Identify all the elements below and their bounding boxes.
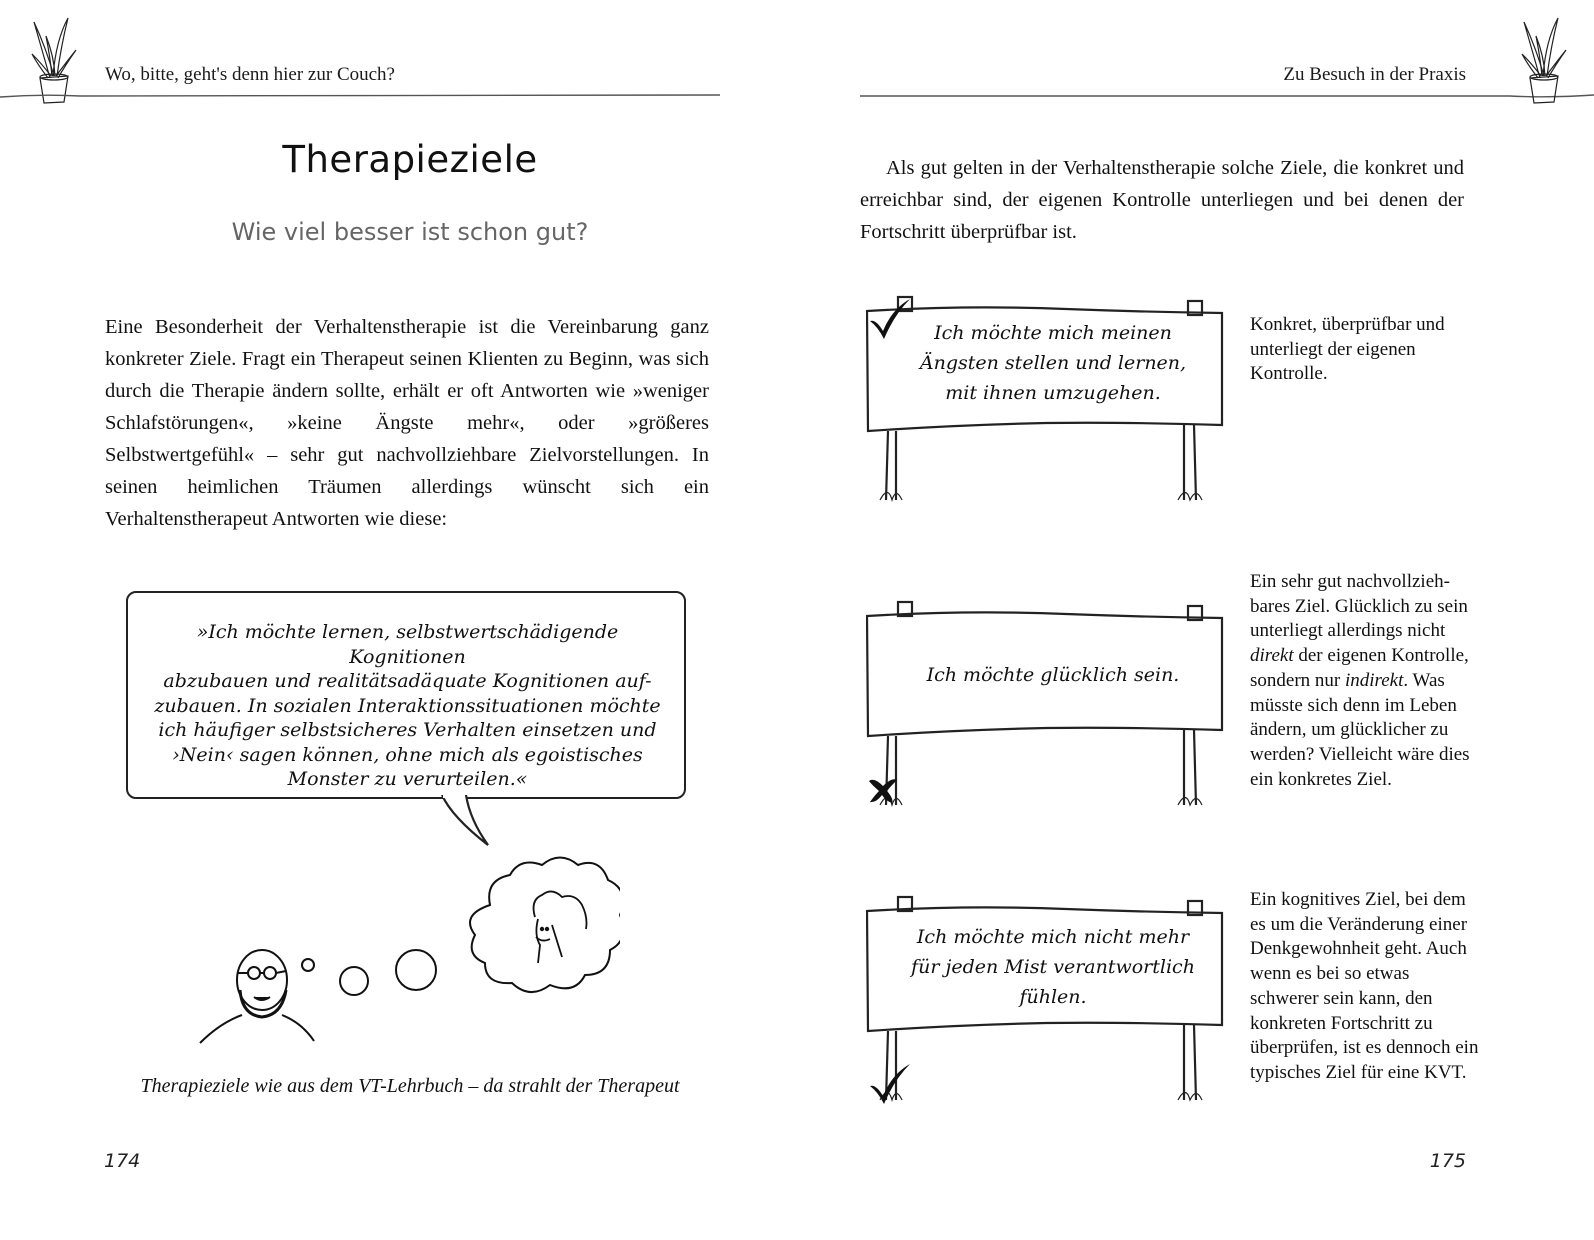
sign-line: Ich möchte mich nicht mehr xyxy=(916,926,1190,948)
left-page xyxy=(0,0,740,1240)
speech-bubble-text xyxy=(140,620,675,792)
goal-sign xyxy=(866,895,1226,1110)
note-emphasis: direkt xyxy=(1250,645,1294,667)
note-emphasis: indirekt xyxy=(1344,669,1404,691)
body-paragraph: Eine Besonderheit der Verhaltenstherapie ist die Vereinbarung ganz konkreter Ziele. Fragt ein Therapeut seinen Klienten zu Beginn, was sich durch die Therapie ändern sollte, erhält er oft Antworten wie »weniger Schlafstörungen«, »keine Ängste mehr«, oder »größeres Selbstwertgefühl« – sehr gut nachvollziehbare Zielvorstellungen. In seinen heimlichen Träumen allerdings wünscht sich ein Verhaltenstherapeut Antworten wie diese: xyxy=(105,316,709,530)
note-text: . Was müsste sich denn im Leben ändern, um glücklicher zu werden? Vielleicht wäre dies ein konkretes Ziel. xyxy=(1250,669,1470,790)
therapist-dream-illustration xyxy=(190,845,620,1055)
header-rule xyxy=(860,92,1594,100)
speech-line: »Ich möchte lernen, selbstwertschädigende Kognitionen xyxy=(196,621,619,668)
sign-text xyxy=(888,318,1218,408)
sign-text xyxy=(888,660,1218,690)
checkmark-icon xyxy=(866,295,912,341)
sign-line: für jeden Mist verantwortlich xyxy=(911,956,1195,978)
speech-line: zubauen. In sozialen Interaktionssituationen möchte xyxy=(154,694,661,717)
page-number: 174 xyxy=(104,1150,141,1172)
speech-bubble-tail xyxy=(440,795,490,850)
bearded-therapist-icon xyxy=(200,950,314,1043)
figure-caption: Therapieziele wie aus dem VT-Lehrbuch – da strahlt der Therapeut xyxy=(140,1075,680,1097)
speech-line: abzubauen und realitätsadäquate Kognitionen auf- xyxy=(163,670,652,692)
goal-sign xyxy=(866,600,1226,815)
running-header: Wo, bitte, geht's denn hier zur Couch? xyxy=(105,64,395,85)
checkmark-icon xyxy=(866,1060,912,1106)
sign-note xyxy=(1250,570,1480,792)
chapter-subtitle: Wie viel besser ist schon gut? xyxy=(231,218,589,246)
sign-line: Ängsten stellen und lernen, xyxy=(919,352,1187,374)
cross-icon xyxy=(866,775,900,805)
right-page xyxy=(850,0,1594,1240)
note-text: Ein sehr gut nachvollziehbares Ziel. Glücklich zu sein unterliegt allerdings nicht xyxy=(1250,571,1468,642)
header-rule xyxy=(0,92,720,100)
speech-line: Monster zu verurteilen.« xyxy=(287,768,528,790)
sign-line: mit ihnen umzugehen. xyxy=(945,382,1161,404)
speech-line: ›Nein‹ sagen können, ohne mich als egoistisches xyxy=(172,743,643,766)
plant-icon xyxy=(28,10,78,105)
running-header: Zu Besuch in der Praxis xyxy=(1283,64,1466,85)
speech-line: ich häufiger selbstsicheres Verhalten einsetzen und xyxy=(158,719,657,741)
sign-text xyxy=(888,922,1218,1012)
thought-bubbles-icon xyxy=(302,950,436,995)
page-number: 175 xyxy=(1429,1150,1466,1172)
plant-icon xyxy=(1518,10,1568,105)
wooden-sign-icon xyxy=(866,600,1226,815)
goal-sign xyxy=(866,295,1226,510)
sign-line: fühlen. xyxy=(1019,986,1087,1008)
intro-paragraph: Als gut gelten in der Verhaltenstherapie solche Ziele, die konkret und erreichbar sind, der eigenen Kontrolle unterliegen und bei denen der Fortschritt überprüfbar ist. xyxy=(860,157,1464,243)
sign-note: Konkret, überprüfbar und unterliegt der eigenen Kontrolle. xyxy=(1250,314,1445,385)
note-text: der eigenen Kontrolle, sondern nur xyxy=(1250,645,1469,691)
sign-line: Ich möchte mich meinen xyxy=(934,322,1172,344)
sign-note: Ein kognitives Ziel, bei dem es um die Veränderung einer Denkgewohnheit geht. Auch wenn es bei so etwas schwerer sein kann, den konkreten Fortschritt zu überprüfen, ist es dennoch ein typisches Ziel für eine KVT. xyxy=(1250,889,1479,1083)
sign-line: Ich möchte glücklich sein. xyxy=(926,664,1180,686)
chapter-title: Therapieziele xyxy=(282,138,538,181)
thought-cloud-icon xyxy=(470,858,620,993)
